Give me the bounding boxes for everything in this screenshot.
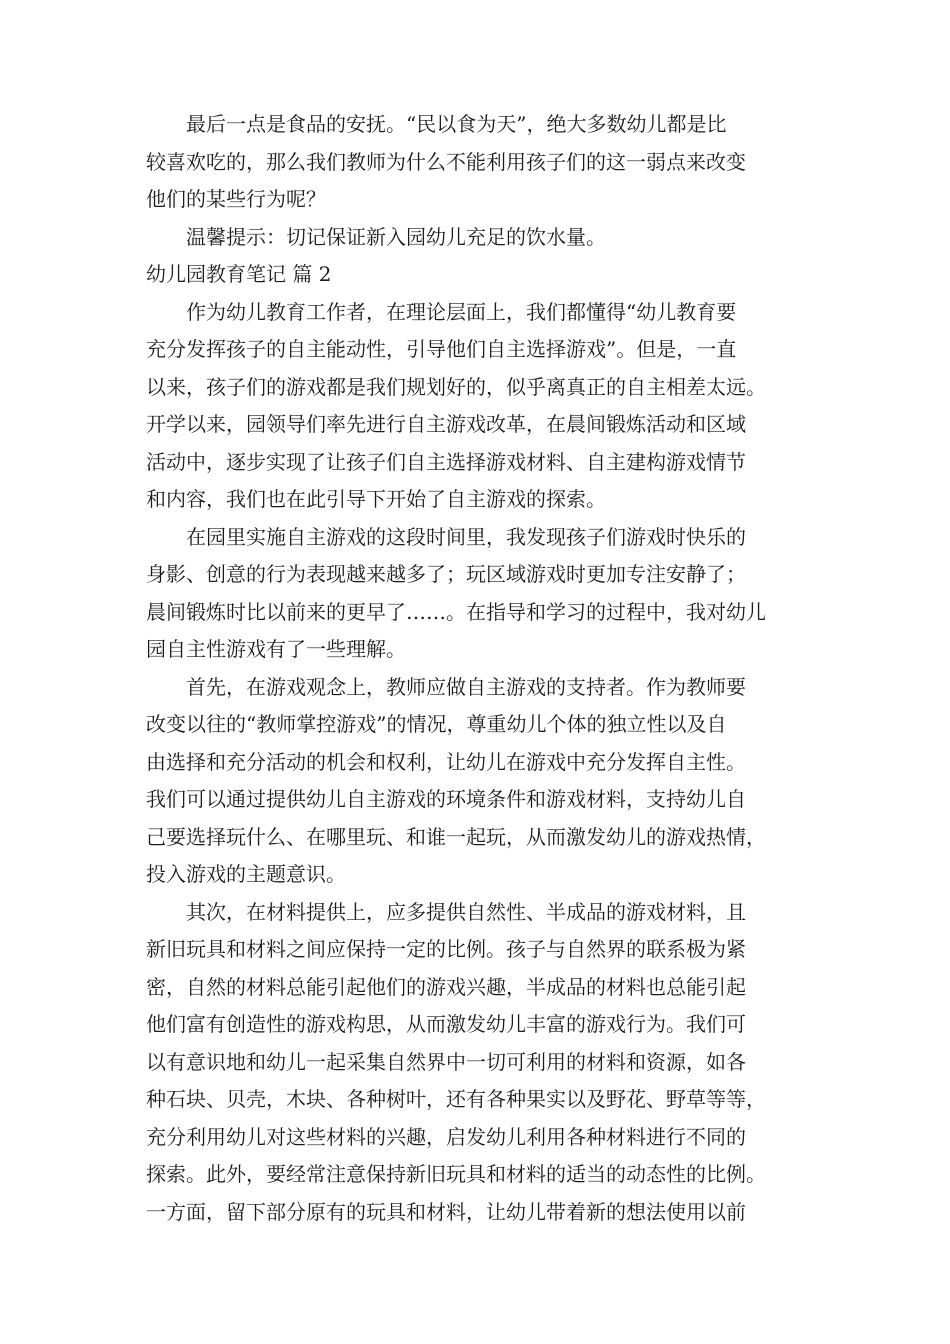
text-line: 种石块、贝壳，木块、各种树叶，还有各种果实以及野花、野草等等， — [146, 1087, 766, 1111]
text-line: 开学以来，园领导们率先进行自主游戏改革，在晨间锻炼活动和区域 — [146, 412, 746, 436]
text-line: 园自主性游戏有了一些理解。 — [146, 637, 406, 661]
text-line: 我们可以通过提供幼儿自主游戏的环境条件和游戏材料，支持幼儿自 — [146, 787, 746, 811]
document-body — [146, 106, 812, 1231]
text-line: 己要选择玩什么、在哪里玩、和谁一起玩，从而激发幼儿的游戏热情， — [146, 824, 766, 849]
text-line: 以来，孩子们的游戏都是我们规划好的，似乎离真正的自主相差太远。 — [146, 374, 766, 399]
text-line: 一方面，留下部分原有的玩具和材料，让幼儿带着新的想法使用以前 — [146, 1199, 746, 1224]
text-line: 较喜欢吃的，那么我们教师为什么不能利用孩子们的这一弱点来改变 — [146, 149, 746, 174]
paragraph-second-point — [146, 894, 812, 1232]
text-line: 首先，在游戏观念上，教师应做自主游戏的支持者。作为教师要 — [186, 674, 746, 699]
text-line: 最后一点是食品的安抚。“民以食为天”，绝大多数幼儿都是比 — [186, 112, 727, 136]
text-line: 充分发挥孩子的自主能动性，引导他们自主选择游戏”。但是，一直 — [146, 337, 737, 361]
text-line: 在园里实施自主游戏的这段时间里，我发现孩子们游戏时快乐的 — [186, 524, 746, 549]
text-line: 由选择和充分活动的机会和权利，让幼儿在游戏中充分发挥自主性。 — [146, 749, 746, 774]
heading-text: 幼儿园教育笔记 篇 2 — [146, 262, 332, 286]
text-line: 温馨提示：切记保证新入园幼儿充足的饮水量。 — [186, 224, 606, 249]
text-line: 探索。此外，要经常注意保持新旧玩具和材料的适当的动态性的比例。 — [146, 1162, 766, 1186]
text-line: 和内容，我们也在此引导下开始了自主游戏的探索。 — [146, 487, 606, 511]
paragraph-intro — [146, 294, 812, 519]
text-line: 作为幼儿教育工作者，在理论层面上，我们都懂得“幼儿教育要 — [186, 299, 737, 324]
paragraph-first-point — [146, 669, 812, 894]
text-line: 以有意识地和幼儿一起采集自然界中一切可利用的材料和资源，如各 — [146, 1049, 746, 1074]
text-line: 其次，在材料提供上，应多提供自然性、半成品的游戏材料，且 — [186, 899, 746, 924]
text-line: 密，自然的材料总能引起他们的游戏兴趣，半成品的材料也总能引起 — [146, 974, 746, 999]
text-line: 充分利用幼儿对这些材料的兴趣，启发幼儿利用各种材料进行不同的 — [146, 1124, 746, 1149]
paragraph-warm-tip — [146, 219, 812, 257]
text-line: 身影、创意的行为表现越来越多了；玩区域游戏时更加专注安静了； — [146, 562, 746, 586]
text-line: 他们的某些行为呢？ — [146, 187, 326, 211]
paragraph-food-comfort — [146, 106, 812, 219]
text-line: 新旧玩具和材料之间应保持一定的比例。孩子与自然界的联系极为紧 — [146, 937, 746, 961]
paragraph-observation — [146, 519, 812, 669]
text-line: 改变以往的“教师掌控游戏”的情况，尊重幼儿个体的独立性以及自 — [146, 712, 727, 736]
text-line: 投入游戏的主题意识。 — [146, 862, 346, 886]
text-line: 他们富有创造性的游戏构思，从而激发幼儿丰富的游戏行为。我们可 — [146, 1012, 746, 1036]
text-line: 晨间锻炼时比以前来的更早了……。在指导和学习的过程中，我对幼儿 — [146, 599, 766, 624]
section-heading — [146, 256, 812, 294]
text-line: 活动中，逐步实现了让孩子们自主选择游戏材料、自主建构游戏情节 — [146, 449, 746, 474]
